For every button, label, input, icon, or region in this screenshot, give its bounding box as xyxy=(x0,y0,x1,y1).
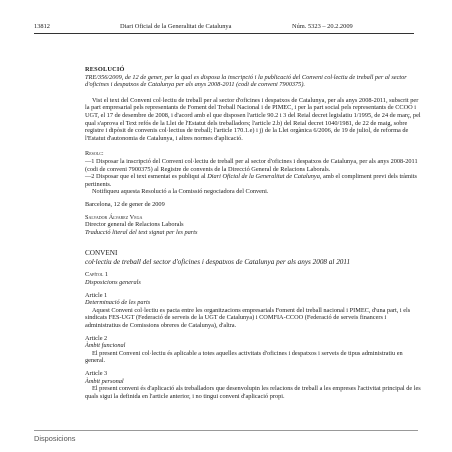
notify-line: Notifiqueu aquesta Resolució a la Comissió negociadora del Conveni. xyxy=(92,188,269,196)
chapter-label: Capítol 1 xyxy=(85,271,109,279)
article-label: Article 2 xyxy=(85,334,108,342)
header-rule xyxy=(34,33,414,34)
issue-info: Núm. 5323 – 20.2.2009 xyxy=(292,23,353,30)
signer-role: Director general de Relacions Laborals xyxy=(85,221,184,229)
footer-rule xyxy=(34,430,418,431)
resolc-item-1: —1 Disposar la inscripció del Conveni col·lectiu de treball per al sector d'oficines i despatxos de Catalunya, per als anys 2008-2011 (codi de conveni 7900375) al Registre de convenis de la Direcció General de Relacions Laborals. xyxy=(85,157,418,173)
translation-note: Traducció literal del text signat per les parts xyxy=(85,228,198,236)
footer-section-label: Disposicions xyxy=(34,434,76,443)
page-header xyxy=(34,21,414,33)
article-label: Article 3 xyxy=(85,370,108,377)
article-text: El present conveni és d'aplicació als treballadors que desenvolupin les relacions de treball a les empreses l'activitat principal de les quals sigui la definida en l'article anterior, i no tingui conveni d'aplicació propi. xyxy=(85,385,421,400)
article-title: Àmbit funcional xyxy=(85,342,126,350)
article-title: Determinació de les parts xyxy=(85,299,151,307)
place-date: Barcelona, 12 de gener de 2009 xyxy=(85,200,165,208)
article-text: El present Conveni col·lectiu és aplicable a totes aquelles activitats d'oficines i despatxos i serveis de tipus administratiu en general. xyxy=(85,349,403,365)
article-label: Article 1 xyxy=(85,291,108,299)
resolucio-title: RESOLUCIÓ xyxy=(85,66,125,73)
document-body xyxy=(85,66,421,400)
page-number: 13812 xyxy=(34,23,50,30)
resolc-label: Resolc: xyxy=(85,150,104,158)
resolucio-paragraph: Vist el text del Conveni col·lectiu de treball per al sector d'oficines i despatxos de Catalunya, per als anys 2008-2011, subscrit per la part empresarial pels representants de Foment del Treball Nacional i de PIMEC, i per la part social pels representants de CCOO i UGT, el 17 de desembre de 2008, i d'acord amb el que disposen l'article 90.2 i 3 del Reial decret legislatiu 1/1995, de 24 de març, pel qual s'aprova el Text refós de la Llei de l'Estatut dels treballadors; l'article 2.b) del Reial decret 1040/1981, de 22 de maig, sobre registre i dipòsit de convenis col·lectius de treball; l'article 170.1.e) i j) de la Llei orgànica 6/2006, de 19 de juliol, de reforma de l'Estatut d'autonomia de Catalunya, i altres normes d'aplicació. xyxy=(85,96,421,142)
publication-title: Diari Oficial de la Generalitat de Catalunya xyxy=(120,23,232,30)
article-title: Àmbit personal xyxy=(85,377,124,385)
resolc-item-2: —2 Disposar que el text esmentat es publiqui al Diari Oficial de la Generalitat de Catalunya, amb el compliment previ dels tràmits pertinents. xyxy=(85,173,417,188)
chapter-title: Disposicions generals xyxy=(85,279,141,287)
article-text: Aquest Conveni col·lectiu es pacta entre les organitzacions empresarials Foment del treball nacional i PIMEC, d'una part, i els sindicats FES-UGT (Federació de serveis de la UGT de Catalunya) i COMFIA-CCOO (Federació de serveis financers i administratius de Comissions obreres de Catalunya), d'altra. xyxy=(85,306,411,330)
signer-name: Salvador Álvarez Vega xyxy=(85,213,143,221)
resolucio-summary: TRE/356/2009, de 12 de gener, per la qual es disposa la inscripció i la publicació del Conveni col·lectiu de treball per al sector d'oficines i despatxos de Catalunya per als anys 2008-2011 (codi de conveni 7900375). xyxy=(85,73,407,89)
conveni-heading: CONVENI xyxy=(85,249,118,258)
conveni-subtitle: col·lectiu de treball del sector d'oficines i despatxos de Catalunya per als anys 2008 al 2011 xyxy=(85,257,351,266)
